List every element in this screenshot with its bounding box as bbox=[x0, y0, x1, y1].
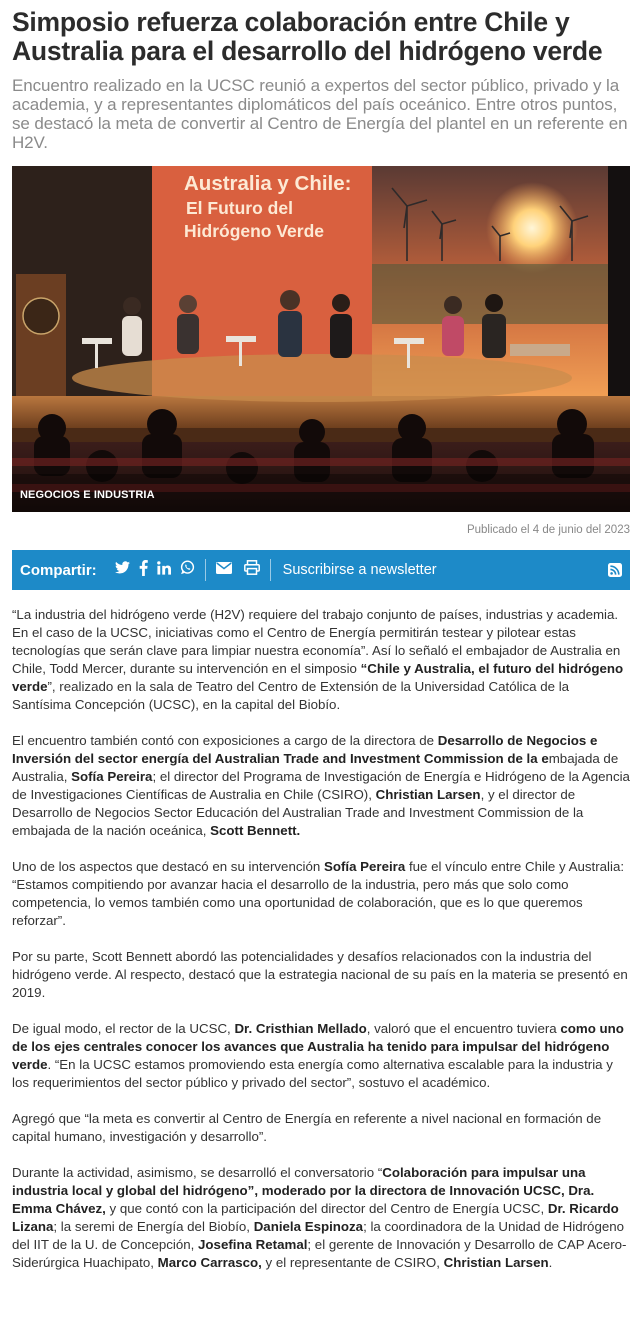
share-label: Compartir: bbox=[20, 561, 97, 579]
rss-icon[interactable] bbox=[608, 563, 622, 582]
screen-text-line1: Australia y Chile: bbox=[184, 172, 352, 195]
screen-text-line3: Hidrógeno Verde bbox=[184, 221, 325, 241]
share-separator bbox=[270, 559, 271, 581]
article bbox=[12, 8, 630, 1272]
hero-photo bbox=[12, 166, 630, 512]
article-body bbox=[12, 606, 630, 1272]
share-bar bbox=[12, 550, 630, 590]
paragraph: Durante la actividad, asimismo, se desarrolló el conversatorio “Colaboración para impulsar una industria local y global del hidrógeno”, moderado por la directora de Innovación UCSC, Dra. Emma Chávez, y que contó con la participación del director del Centro de Energía UCSC, Dr. Ricardo Lizana; la seremi de Energía del Biobío, Daniela Espinoza; la coordinadora de la Unidad de Hidrógeno del IIT de la U. de Concepción, Josefina Retamal; el gerente de Innovación y Desarrollo de CAP Acero-Siderúrgica Huachipato, Marco Carrasco, y el representante de CSIRO, Christian Larsen. bbox=[12, 1165, 627, 1270]
paragraph: Uno de los aspectos que destacó en su intervención Sofía Pereira fue el vínculo entre Chile y Australia: “Estamos compitiendo por avanzar hacia el desarrollo de la industria, pero más que solo como competencia, lo vemos también como una oportunidad de colaboración, que es lo que queremos reforzar”. bbox=[12, 859, 625, 928]
linkedin-icon[interactable] bbox=[157, 561, 171, 580]
screen-text-line2: El Futuro del bbox=[186, 198, 293, 218]
article-lead: Encuentro realizado en la UCSC reunió a expertos del sector público, privado y la academia, y a representantes diplomáticos del país oceánico. Entre otros puntos, se destacó la meta de convertir al Centro de Energía del plantel en un referente en H2V. bbox=[12, 76, 628, 152]
paragraph: “La industria del hidrógeno verde (H2V) requiere del trabajo conjunto de países, industrias y academia. En el caso de la UCSC, iniciativas como el Centro de Energía permitirán testear y pilotear estas tecnologías que serán clave para limpiar nuestra economía”. Así lo señaló el embajador de Australia en Chile, Todd Mercer, durante su intervención en el simposio “Chile y Australia, el futuro del hidrógeno verde”, realizado en la sala de Teatro del Centro de Extensión de la Universidad Católica de la Santísima Concepción (UCSC), en la capital del Biobío. bbox=[12, 607, 624, 712]
facebook-icon[interactable] bbox=[139, 560, 148, 581]
share-separator bbox=[205, 559, 206, 581]
publish-date: Publicado el 4 de junio del 2023 bbox=[466, 524, 630, 536]
twitter-icon[interactable] bbox=[115, 561, 130, 579]
newsletter-link[interactable]: Suscribirse a newsletter bbox=[282, 562, 437, 578]
print-icon[interactable] bbox=[244, 560, 260, 580]
hero-image[interactable] bbox=[12, 166, 630, 512]
paragraph: El encuentro también contó con exposiciones a cargo de la directora de Desarrollo de Negocios e Inversión del sector energía del Australian Trade and Investment Commission de la embajada de Australia, Sofía Pereira; el director del Programa de Investigación de Energía e Hidrógeno de la Agencia de Investigaciones Científicas de Australia en Chile (CSIRO), Christian Larsen, y el director de Desarrollo de Negocios Sector Educación del Australian Trade and Investment Commission de la embajada de la nación oceánica, Scott Bennett. bbox=[12, 733, 630, 838]
category-label[interactable]: NEGOCIOS E INDUSTRIA bbox=[20, 489, 155, 501]
whatsapp-icon[interactable] bbox=[180, 560, 195, 580]
paragraph: Agregó que “la meta es convertir al Centro de Energía en referente a nivel nacional en formación de capital humano, investigación y desarrollo”. bbox=[12, 1111, 602, 1144]
paragraph: De igual modo, el rector de la UCSC, Dr. Cristhian Mellado, valoró que el encuentro tuviera como uno de los ejes centrales conocer los avances que Australia ha tenido para impulsar del hidrógeno verde. “En la UCSC estamos promoviendo esta energía como alternativa escalable para la industria y los requerimientos del sector público y privado del sector”, sostuvo el académico. bbox=[12, 1021, 624, 1090]
paragraph: Por su parte, Scott Bennett abordó las potencialidades y desafíos relacionados con la industria del hidrógeno verde. Al respecto, destacó que la estrategia nacional de su país en la materia se presentó en 2019. bbox=[12, 949, 628, 1000]
email-icon[interactable] bbox=[216, 561, 232, 579]
article-title: Simposio refuerza colaboración entre Chile y Australia para el desarrollo del hidrógeno verde bbox=[12, 7, 603, 66]
